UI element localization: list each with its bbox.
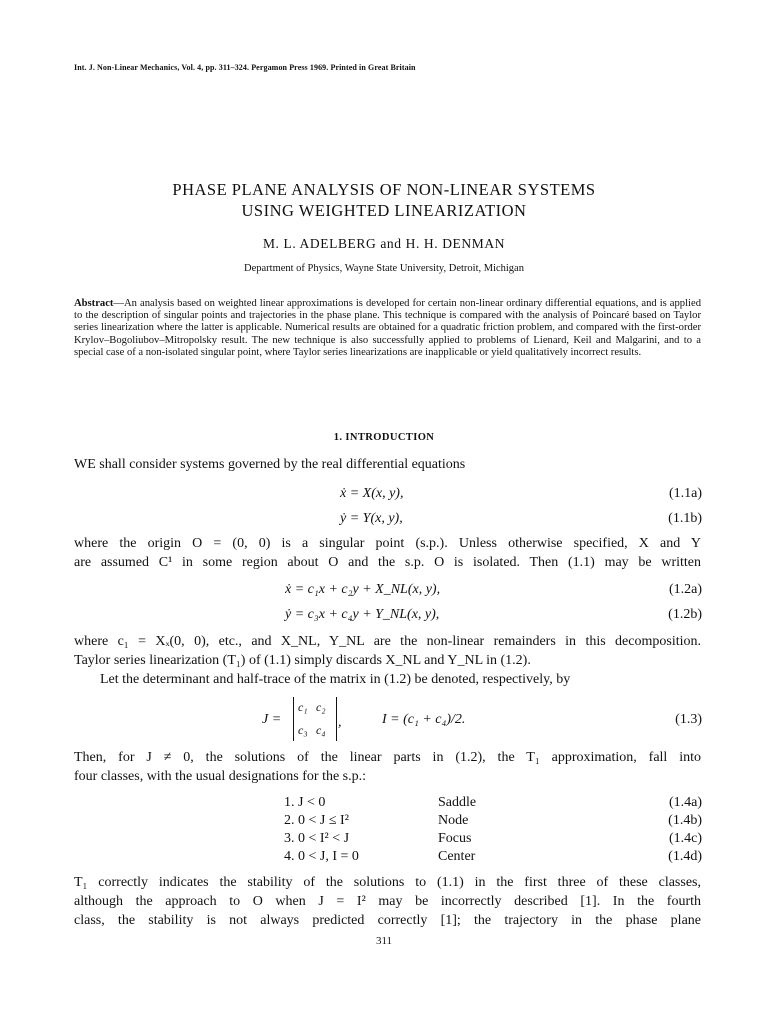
- equation-1-3-lhs: J =: [262, 712, 282, 727]
- title-line-2: USING WEIGHTED LINEARIZATION: [241, 201, 527, 220]
- class-name: Node: [438, 813, 469, 828]
- body-line: T₁ correctly indicates the stability of the solutions to (1.1) in the first three of these classes,: [74, 875, 701, 890]
- equation-1-3-rhs: I = (c₁ + c₄)/2.: [382, 712, 466, 727]
- equation-number: (1.4d): [668, 849, 702, 864]
- body-line: Taylor series linearization (T₁) of (1.1) simply discards X_NL and Y_NL in (1.2).: [74, 653, 531, 668]
- matrix-entry: c₄: [316, 723, 326, 737]
- equation-number: (1.1a): [668, 486, 702, 501]
- class-condition: 2. 0 < J ≤ I²: [284, 813, 349, 828]
- matrix-entry: c₁: [298, 700, 308, 714]
- equation-number: (1.3): [675, 712, 702, 727]
- class-name: Saddle: [438, 795, 477, 810]
- body-line: WE shall consider systems governed by the real differential equations: [74, 457, 466, 472]
- class-name: Focus: [438, 831, 472, 846]
- body-line: Then, for J ≠ 0, the solutions of the linear parts in (1.2), the T₁ approximation, fall into: [74, 750, 701, 765]
- equation-comma: ,: [338, 715, 342, 730]
- body-line: where the origin O = (0, 0) is a singular point (s.p.). Unless otherwise specified, X and Y: [74, 536, 701, 551]
- class-name: Center: [438, 849, 476, 864]
- equation-number: (1.4a): [668, 795, 702, 810]
- body-line: although the approach to O when J = I² may be incorrectly described [1]. In the fourth: [74, 894, 701, 909]
- equation-1-2a: ẋ = c₁x + c₂y + X_NL(x, y),: [285, 582, 441, 597]
- determinant-matrix: [293, 697, 337, 741]
- journal-header: Int. J. Non-Linear Mechanics, Vol. 4, pp. 311–324. Pergamon Press 1969. Printed in Great Britain: [74, 63, 416, 72]
- matrix-entry: c₃: [298, 723, 308, 737]
- equation-number: (1.2b): [668, 607, 702, 622]
- authors: M. L. ADELBERG and H. H. DENMAN: [262, 236, 506, 251]
- equation-number: (1.4b): [668, 813, 702, 828]
- equation-1-1b: ẏ = Y(x, y),: [340, 511, 403, 526]
- class-condition: 1. J < 0: [284, 795, 326, 810]
- affiliation: Department of Physics, Wayne State University, Detroit, Michigan: [244, 263, 524, 274]
- class-condition: 3. 0 < I² < J: [284, 831, 350, 846]
- body-line: four classes, with the usual designations for the s.p.:: [74, 769, 367, 784]
- body-line: Let the determinant and half-trace of the matrix in (1.2) be denoted, respectively, by: [100, 672, 571, 687]
- equation-1-2b: ẏ = c₃x + c₄y + Y_NL(x, y),: [285, 607, 440, 622]
- abstract-text: —An analysis based on weighted linear approximations is developed for certain non-linear ordinary differential equations, and is applied to the description of singular points and trajectories in the phase plane. This technique is compared with the analysis of Poincaré based on Taylor series linearization where the latter is applicable. Numerical results are obtained for a quadratic friction problem, and compared with the first-order Krylov–Bogoliubov–Mitropolsky result. The new technique is also successfully applied to problems of Lienard, Keil and Malgarini, and to a special case of a non-isolated singular point, where Taylor series linearizations are inapplicable or yield qualitatively incorrect results.: [74, 298, 701, 358]
- body-line: where c₁ = Xₓ(0, 0), etc., and X_NL, Y_NL are the non-linear remainders in this decomposition.: [74, 634, 701, 649]
- abstract-label: Abstract: [74, 298, 114, 309]
- paper-title: [0, 179, 768, 221]
- equation-1-1a: ẋ = X(x, y),: [340, 486, 404, 501]
- body-line: are assumed C¹ in some region about O and the s.p. O is isolated. Then (1.1) may be written: [74, 555, 701, 570]
- matrix-entry: c₂: [316, 700, 326, 714]
- page-number: 311: [375, 935, 393, 947]
- equation-number: (1.2a): [668, 582, 702, 597]
- equation-number: (1.4c): [668, 831, 702, 846]
- class-condition: 4. 0 < J, I = 0: [284, 849, 359, 864]
- abstract: [74, 298, 701, 359]
- equation-number: (1.1b): [668, 511, 702, 526]
- body-line: class, the stability is not always predicted correctly [1]; the trajectory in the phase plane: [74, 913, 701, 928]
- title-line-1: PHASE PLANE ANALYSIS OF NON-LINEAR SYSTEMS: [172, 180, 596, 199]
- section-heading: 1. INTRODUCTION: [333, 432, 435, 443]
